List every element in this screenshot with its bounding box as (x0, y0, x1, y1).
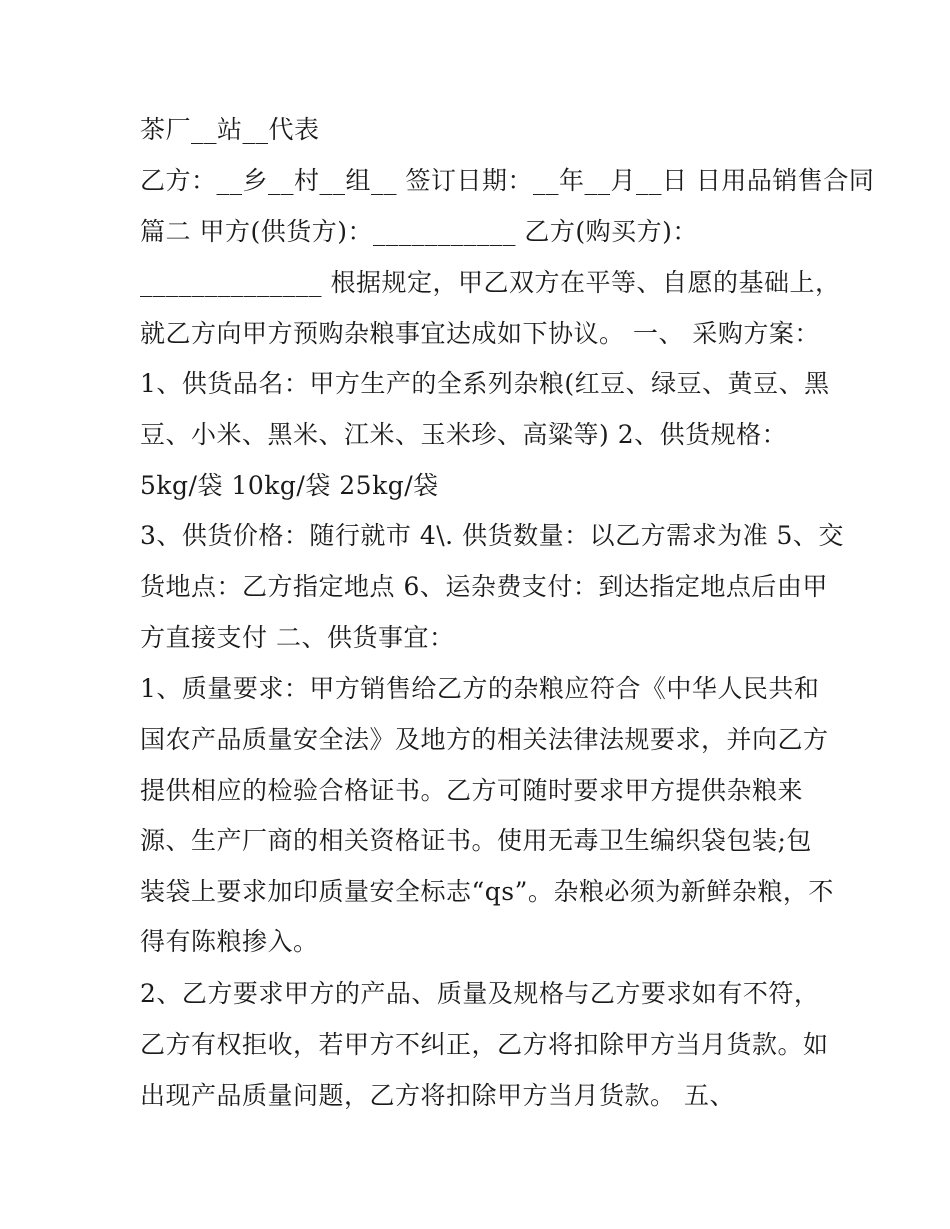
text-line: 装袋上要求加印质量安全标志“qs”。杂粮必须为新鲜杂粮，不 (140, 877, 834, 906)
text-line: 源、生产厂商的相关资格证书。使用无毒卫生编织袋包装;包 (140, 826, 812, 855)
text-line: 得有陈粮掺入。 (140, 927, 319, 956)
text-line: 茶厂__站__代表 (140, 115, 320, 144)
text-line: 1、供货品名：甲方生产的全系列杂粮(红豆、绿豆、黄豆、黑 (140, 369, 830, 398)
text-line: ______________ 根据规定，甲乙双方在平等、自愿的基础上， (140, 268, 841, 297)
text-line: 篇二 甲方(供货方)：___________ 乙方(购买方)： (140, 217, 698, 246)
text-line: 乙方：__乡__村__组__ 签订日期：__年__月__日 日用品销售合同 (140, 166, 875, 195)
text-line: 方直接支付 二、供货事宜： (140, 623, 455, 652)
text-line: 1、质量要求：甲方销售给乙方的杂粮应符合《中华人民共和 (140, 674, 820, 703)
text-line: 就乙方向甲方预购杂粮事宜达成如下协议。 一、 采购方案： (140, 319, 820, 348)
text-line: 豆、小米、黑米、江米、玉米珍、高粱等) 2、供货规格： (140, 420, 788, 449)
text-line: 2、乙方要求甲方的产品、质量及规格与乙方要求如有不符， (140, 979, 820, 1008)
text-line: 5kg/袋 10kg/袋 25kg/袋 (140, 471, 439, 500)
text-line: 提供相应的检验合格证书。乙方可随时要求甲方提供杂粮来 (140, 776, 804, 805)
text-line: 3、供货价格：随行就市 4\. 供货数量：以乙方需求为准 5、交 (140, 521, 844, 550)
text-line: 货地点：乙方指定地点 6、运杂费支付：到达指定地点后由甲 (140, 572, 828, 601)
text-line: 乙方有权拒收，若甲方不纠正，乙方将扣除甲方当月货款。如 (140, 1030, 829, 1059)
text-line: 出现产品质量问题，乙方将扣除甲方当月货款。 五、 (140, 1081, 735, 1110)
text-line: 国农产品质量安全法》及地方的相关法律法规要求，并向乙方 (140, 725, 829, 754)
